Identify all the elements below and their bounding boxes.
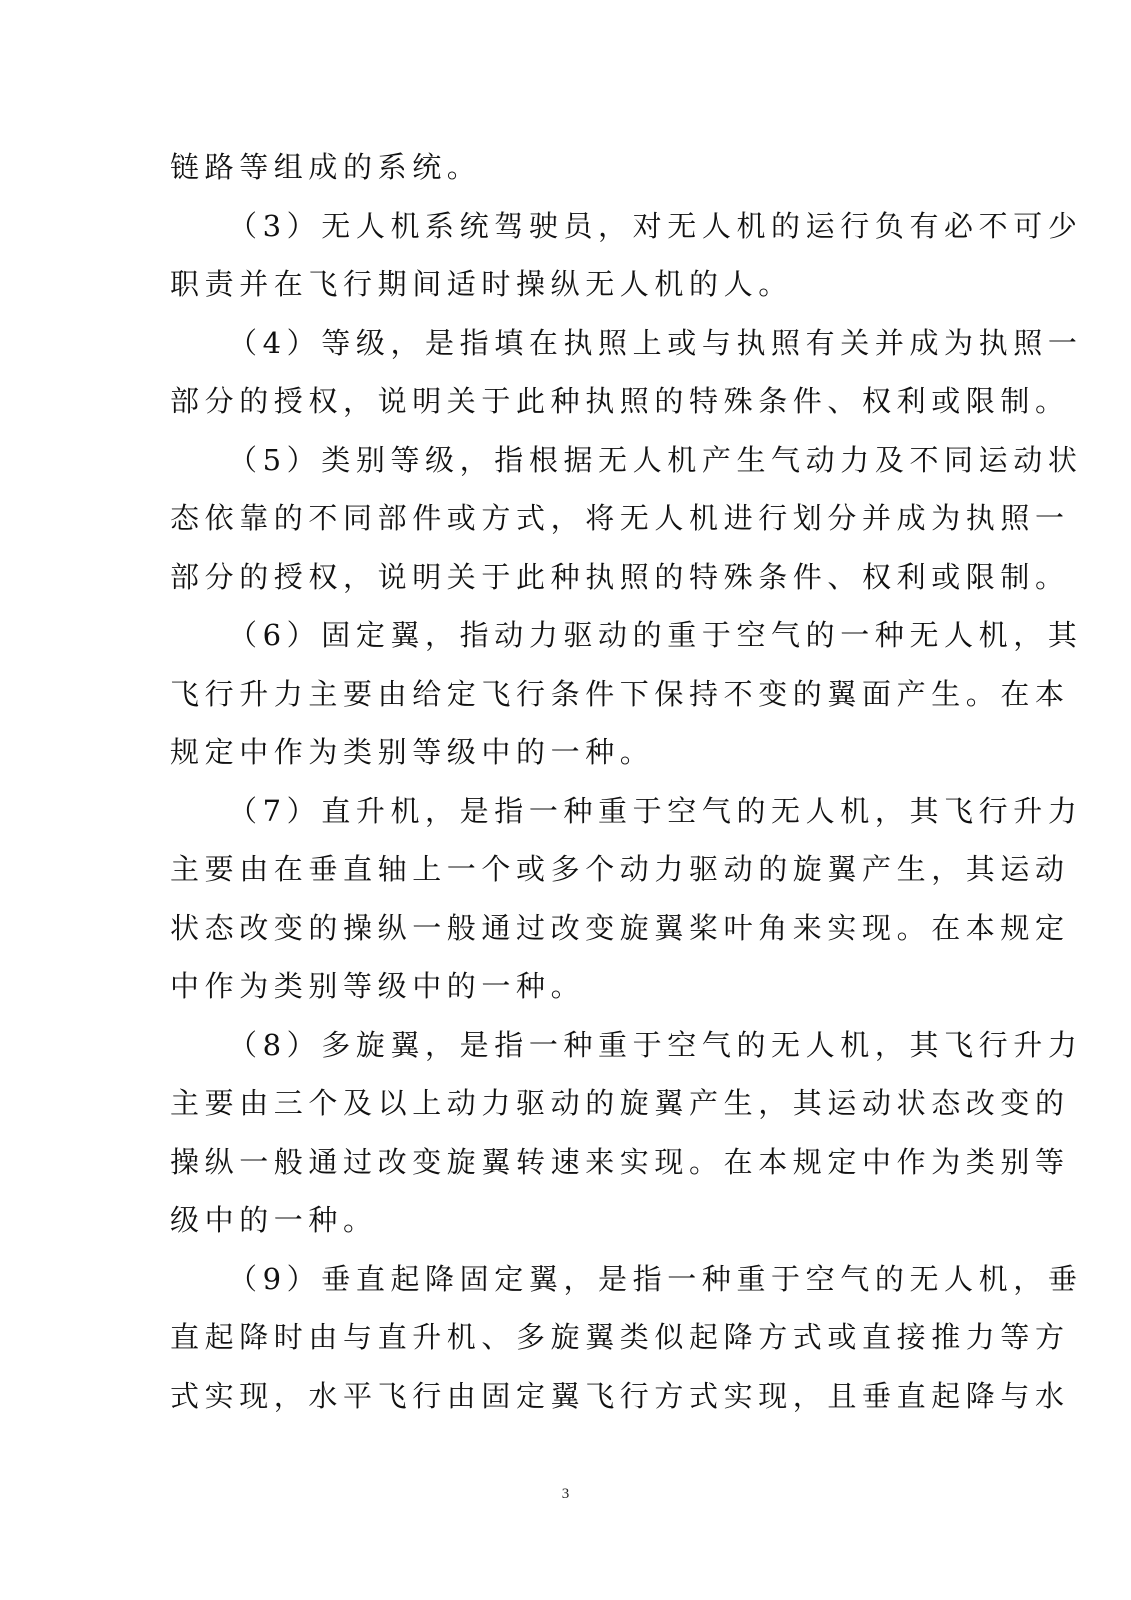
paragraph-line: 级中的一种。 [170,1203,378,1237]
paragraph-line: 职责并在飞行期间适时操纵无人机的人。 [170,267,793,301]
paragraph-first-line: （5）类别等级，指根据无人机产生气动力及不同运动状 [228,442,1083,477]
paragraph-line: 直起降时由与直升机、多旋翼类似起降方式或直接推力等方 [170,1320,1070,1354]
paragraph-first-line: （7）直升机，是指一种重于空气的无人机，其飞行升力 [228,793,1083,828]
paragraph-line: 规定中作为类别等级中的一种。 [170,735,655,769]
paragraph-line: 飞行升力主要由给定飞行条件下保持不变的翼面产生。在本 [170,676,1070,711]
paragraph-first-line: （6）固定翼，指动力驱动的重于空气的一种无人机，其 [228,618,1083,652]
paragraph-line: 中作为类别等级中的一种。 [170,969,586,1003]
paragraph-first-line: （3）无人机系统驾驶员，对无人机的运行负有必不可少 [228,208,1083,243]
paragraph-line: 链路等组成的系统。 [170,150,482,184]
paragraph-line: 操纵一般通过改变旋翼转速来实现。在本规定中作为类别等 [170,1144,1070,1179]
paragraph-line: 部分的授权，说明关于此种执照的特殊条件、权利或限制。 [170,384,1070,418]
page-number: 3 [561,1486,570,1502]
body-text [170,138,1083,1425]
paragraph-first-line: （9）垂直起降固定翼，是指一种重于空气的无人机，垂 [228,1261,1083,1296]
paragraph-first-line: （4）等级，是指填在执照上或与执照有关并成为执照一 [228,325,1083,360]
paragraph-line: 态依靠的不同部件或方式，将无人机进行划分并成为执照一 [170,501,1070,535]
paragraph-line: 主要由三个及以上动力驱动的旋翼产生，其运动状态改变的 [170,1086,1070,1120]
paragraph-line: 状态改变的操纵一般通过改变旋翼桨叶角来实现。在本规定 [170,910,1070,945]
paragraph-line: 主要由在垂直轴上一个或多个动力驱动的旋翼产生，其运动 [170,852,1070,886]
paragraph-line: 部分的授权，说明关于此种执照的特殊条件、权利或限制。 [170,559,1070,594]
paragraph-first-line: （8）多旋翼，是指一种重于空气的无人机，其飞行升力 [228,1027,1083,1062]
paragraph-line: 式实现，水平飞行由固定翼飞行方式实现，且垂直起降与水 [170,1378,1070,1413]
